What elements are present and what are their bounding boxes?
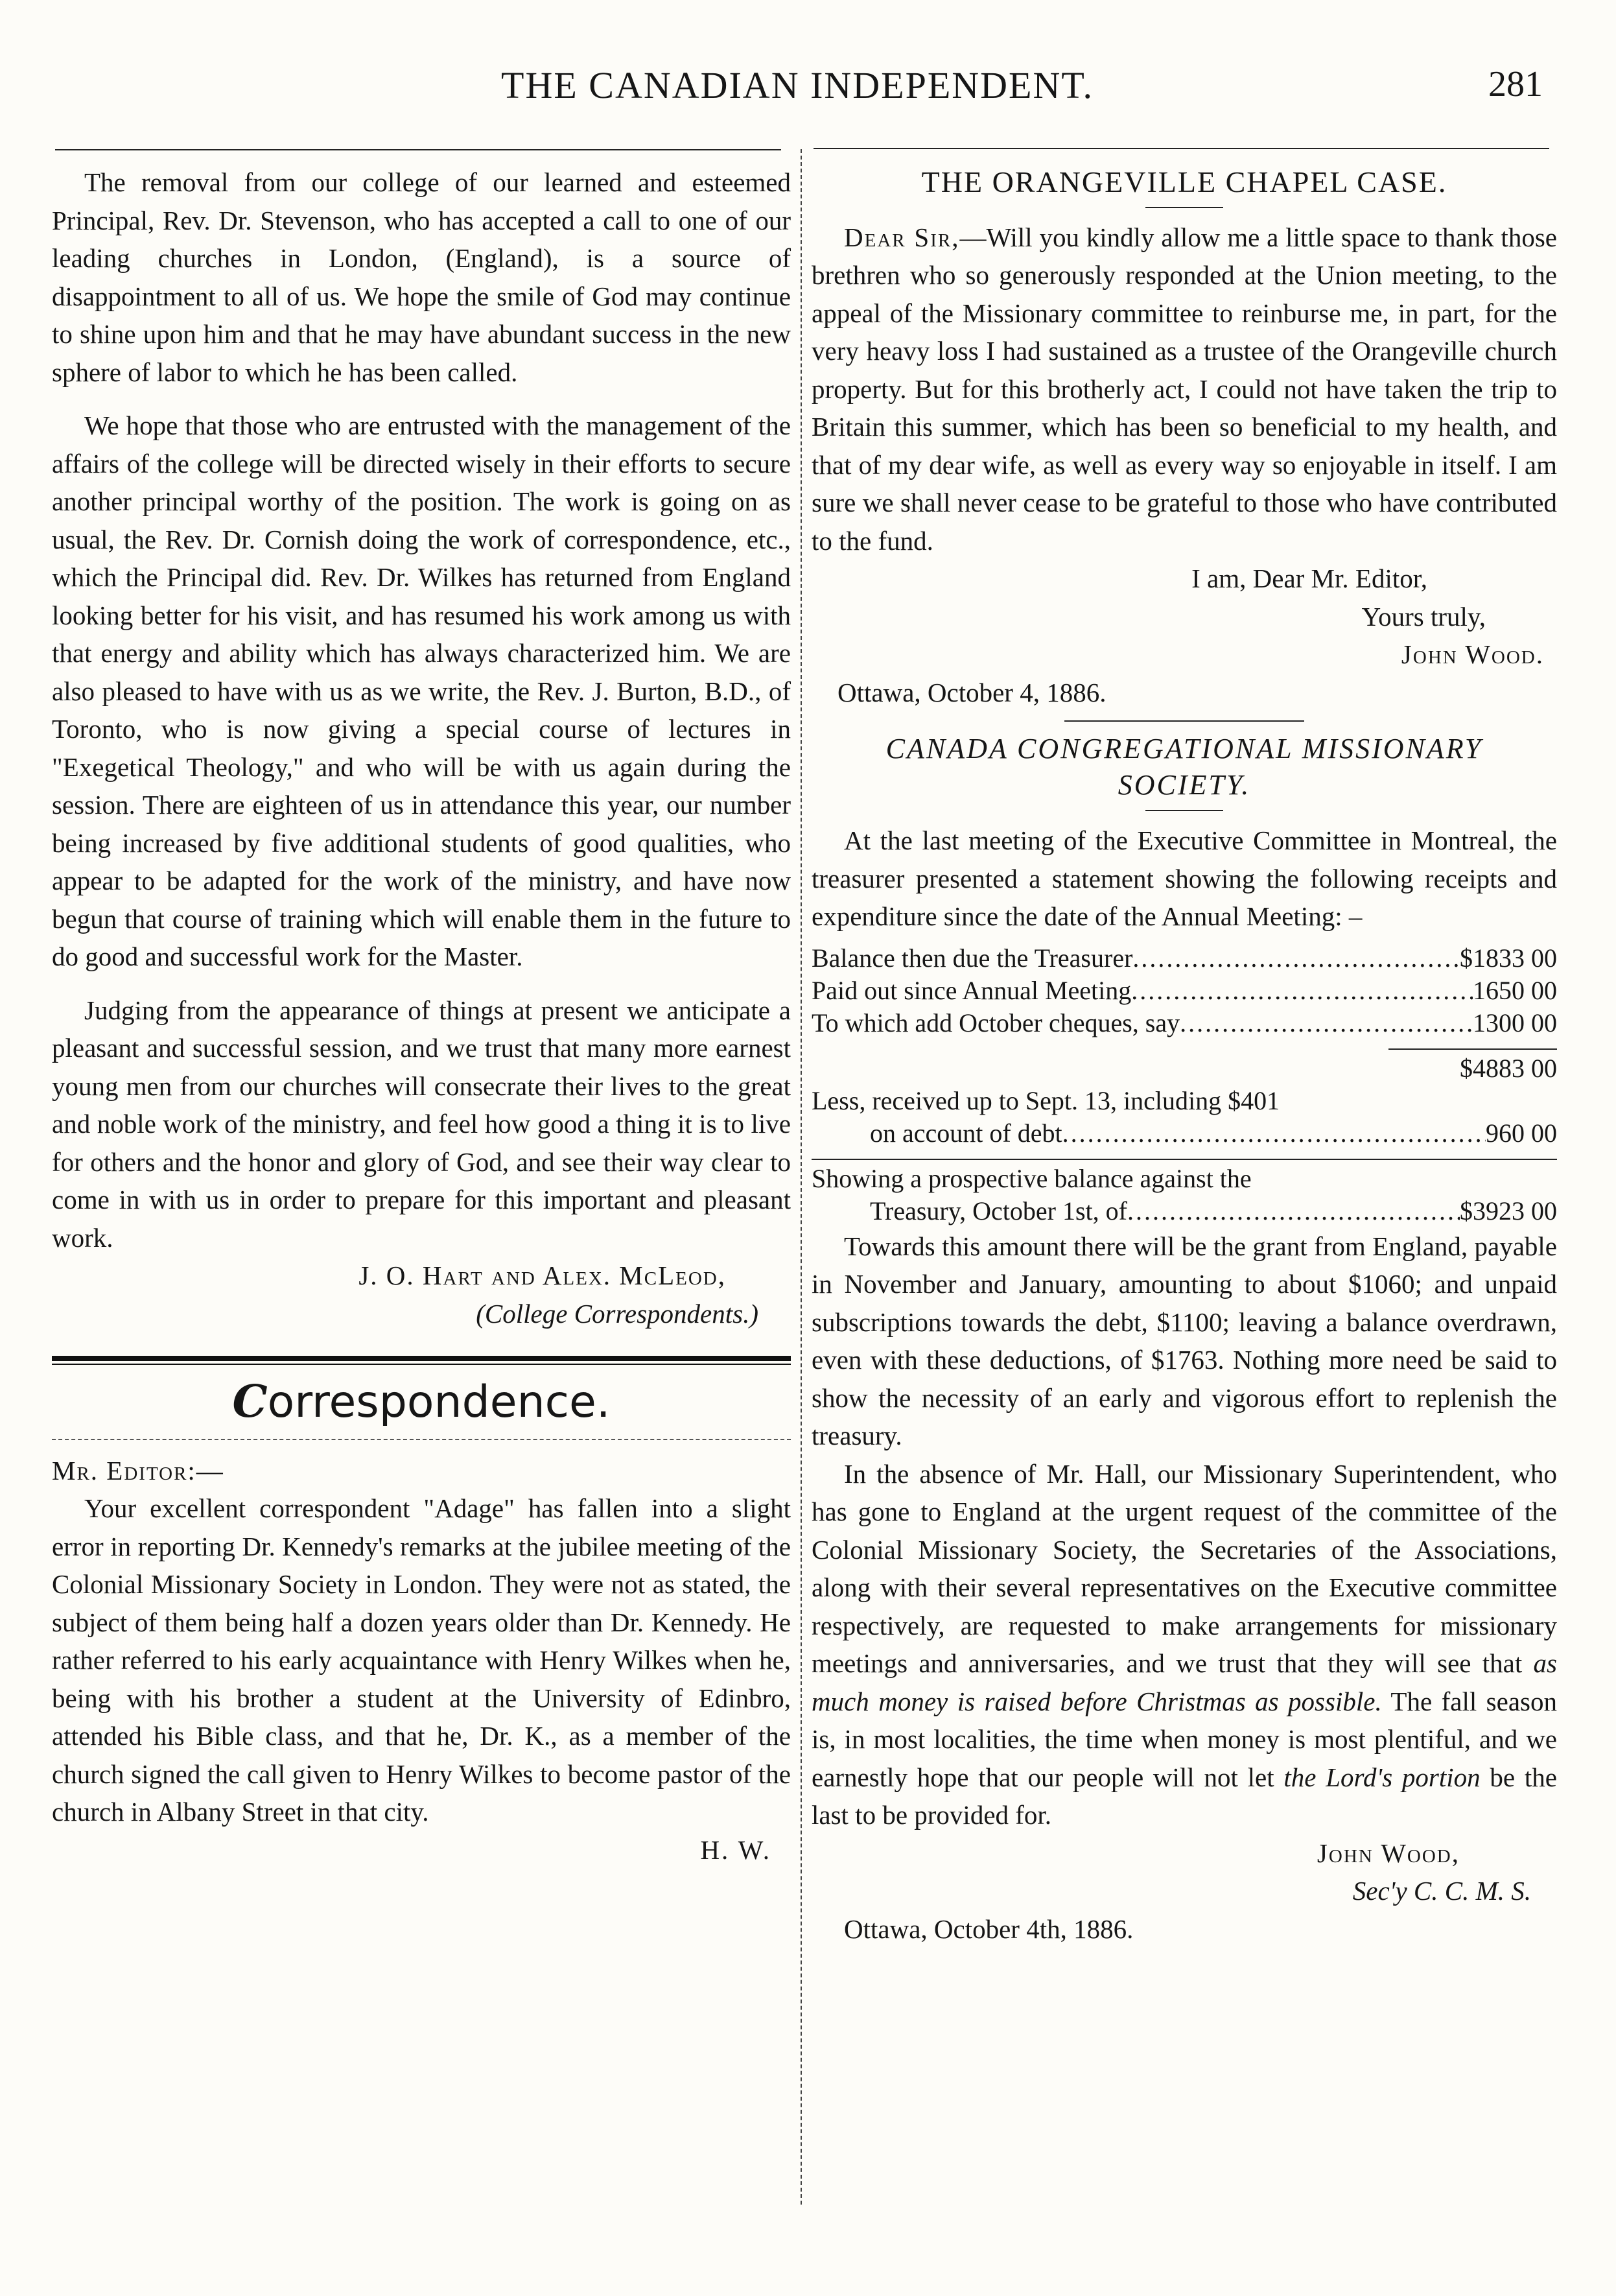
header-rule-left [55,149,781,150]
college-paragraph-2: We hope that those who are entrusted with the management of the affairs of the college will be directed wisely in their efforts to secure another principal worthy of the position. The work is going on as usual, the Rev. Dr. Cornish doing the work of correspondence, etc., which the Principal did. Rev. Dr. Wilkes has returned from England looking better for his visit, and has resumed his work among us with that energy and ability which has always characterized him. We are also pleased to have with us as we write, the Rev. J. Burton, B.D., of Toronto, who is now giving a special course of lectures in "Exegetical Theology," and who will be with us again during the session. There are eighteen of us in attendance this year, our number being increased by five additional students of good qualities, who appear to be adapted for the work of the ministry, and have now begun that course of training which will enable them in the future to do good and successful work for the Master. [52,410,791,971]
society-paragraph-2: In the absence of Mr. Hall, our Missionary Superintendent, who has gone to England at the urgent request of the committee of the Colonial Missionary Society, the Secretaries of the Associations, along with their several representatives on the Executive committee respectively, are requested to make arrangements for missionary meetings and anniversaries, and we trust that they will see that as much money is raised before Christmas as possible. The fall season is, in most localities, the time when money is most plentiful, and we earnestly hope that our people will not let the Lord's portion be the last to be provided for. [812,1458,1557,1830]
ornamental-initial: C [232,1376,268,1428]
society-paragraph-1: Towards this amount there will be the grant from England, payable in November and January, amounting to about $1060; and unpaid subscriptions towards the debt, $1100; leaving a balance overdrawn, even with these deductions, of $1763. Nothing more need be said to show the necessity of an early and vigorous effort to replenish the treasury. [812,1231,1557,1450]
correspondence-initials: H. W. [700,1834,771,1865]
sum-rule [812,1159,1557,1160]
account-less-row: on account of debt ..... 960 00 [812,1117,1557,1150]
column-divider [801,149,802,2205]
society-intro: At the last meeting of the Executive Committee in Montreal, the treasurer presented a statement showing the following receipts and expenditure since the date of the Annual Meeting: – [812,825,1557,931]
society-signature-role: Sec'y C. C. M. S. [1352,1876,1531,1906]
chapel-signature: John Wood. [1401,639,1544,669]
account-balance-row: Treasury, October 1st, of ..... $3923 00 [812,1195,1557,1227]
account-balance-line: Showing a prospective balance against the [812,1163,1252,1193]
page-number: 281 [1488,64,1543,104]
section-rule [1064,720,1304,722]
chapel-closing-1: I am, Dear Mr. Editor, [1191,563,1427,593]
title-rule [1145,207,1223,208]
correspondence-heading: Correspondence. [232,1376,611,1428]
correspondence-body: Your excellent correspondent "Adage" has fallen into a slight error in reporting Dr. Kennedy's remarks at the jubilee meeting of the Colonial Missionary Society in London. They were not as stated, the subject of them being half a dozen years older than Dr. Kennedy. He rather referred to his early acquaintance with Henry Wilkes when he, being with his brother a student at the University of Edinbro, attended his Bible class, and that he, Dr. K., as a member of the church signed the call given to Henry Wilkes to become pastor of the church in Albany Street in that city. [52,1493,791,1827]
chapel-letter-body: Dear Sir,—Will you kindly allow me a little space to thank those brethren who so generously responded at the Union meeting, to the appeal of the Missionary committee to reinburse me, in part, for the very heavy loss I had sustained as a trustee of the Orangeville church property. But for this brotherly act, I could not have taken the trip to Britain this summer, which has been so beneficial to my health, and that of my dear wife, as well as every way so enjoyable in itself. I am sure we shall never cease to be grateful to those who have contributed to the fund. [812,222,1557,556]
title-rule [1145,810,1223,811]
chapel-closing-2: Yours truly, [1361,601,1486,632]
correspondence-rule [52,1439,791,1440]
account-less-line: Less, received up to Sept. 13, including $401 [812,1085,1280,1115]
header-rule-right [814,148,1549,149]
college-signature-role: (College Correspondents.) [476,1298,758,1329]
page-header [52,64,1543,115]
account-row: Paid out since Annual Meeting ..... 1650 00 [812,975,1557,1007]
left-column [52,163,791,1869]
section-divider [52,1356,791,1365]
account-row: To which add October cheques, say ..... 1300 00 [812,1007,1557,1039]
accounts-statement [812,942,1557,1227]
society-dateline: Ottawa, October 4th, 1886. [844,1913,1134,1944]
account-total: $4883 00 [1460,1053,1557,1083]
correspondence-salutation: Mr. Editor:— [52,1455,224,1485]
society-title: CANADA CONGREGATIONAL MISSIONARY SOCIETY. [885,733,1483,801]
college-paragraph-1: The removal from our college of our learned and esteemed Principal, Rev. Dr. Stevenson, who has accepted a call to one of our leading churches in London, (England), is a source of disappointment to all of us. We hope the smile of God may continue to shine upon him and that he may have abundant success in the new sphere of labor to which he has been called. [52,167,791,387]
sum-rule [1388,1048,1557,1050]
chapel-dateline: Ottawa, October 4, 1886. [837,677,1107,707]
college-paragraph-3: Judging from the appearance of things at present we anticipate a pleasant and successful session, and we trust that many more earnest young men from our churches will consecrate their lives to the great and noble work of the ministry, and feel how good a thing it is to live for others and the honor and glory of God, and see their way clear to come in with us in order to prepare for this important and pleasant work. [52,995,791,1253]
society-signature: John Wood, [1317,1838,1460,1868]
chapel-case-title: THE ORANGEVILLE CHAPEL CASE. [921,165,1447,198]
account-row: Balance then due the Treasurer ..... $1833 00 [812,942,1557,975]
journal-title: THE CANADIAN INDEPENDENT. [501,64,1094,106]
college-signature: J. O. Hart and Alex. McLeod, [358,1260,726,1290]
right-column [812,163,1557,1948]
